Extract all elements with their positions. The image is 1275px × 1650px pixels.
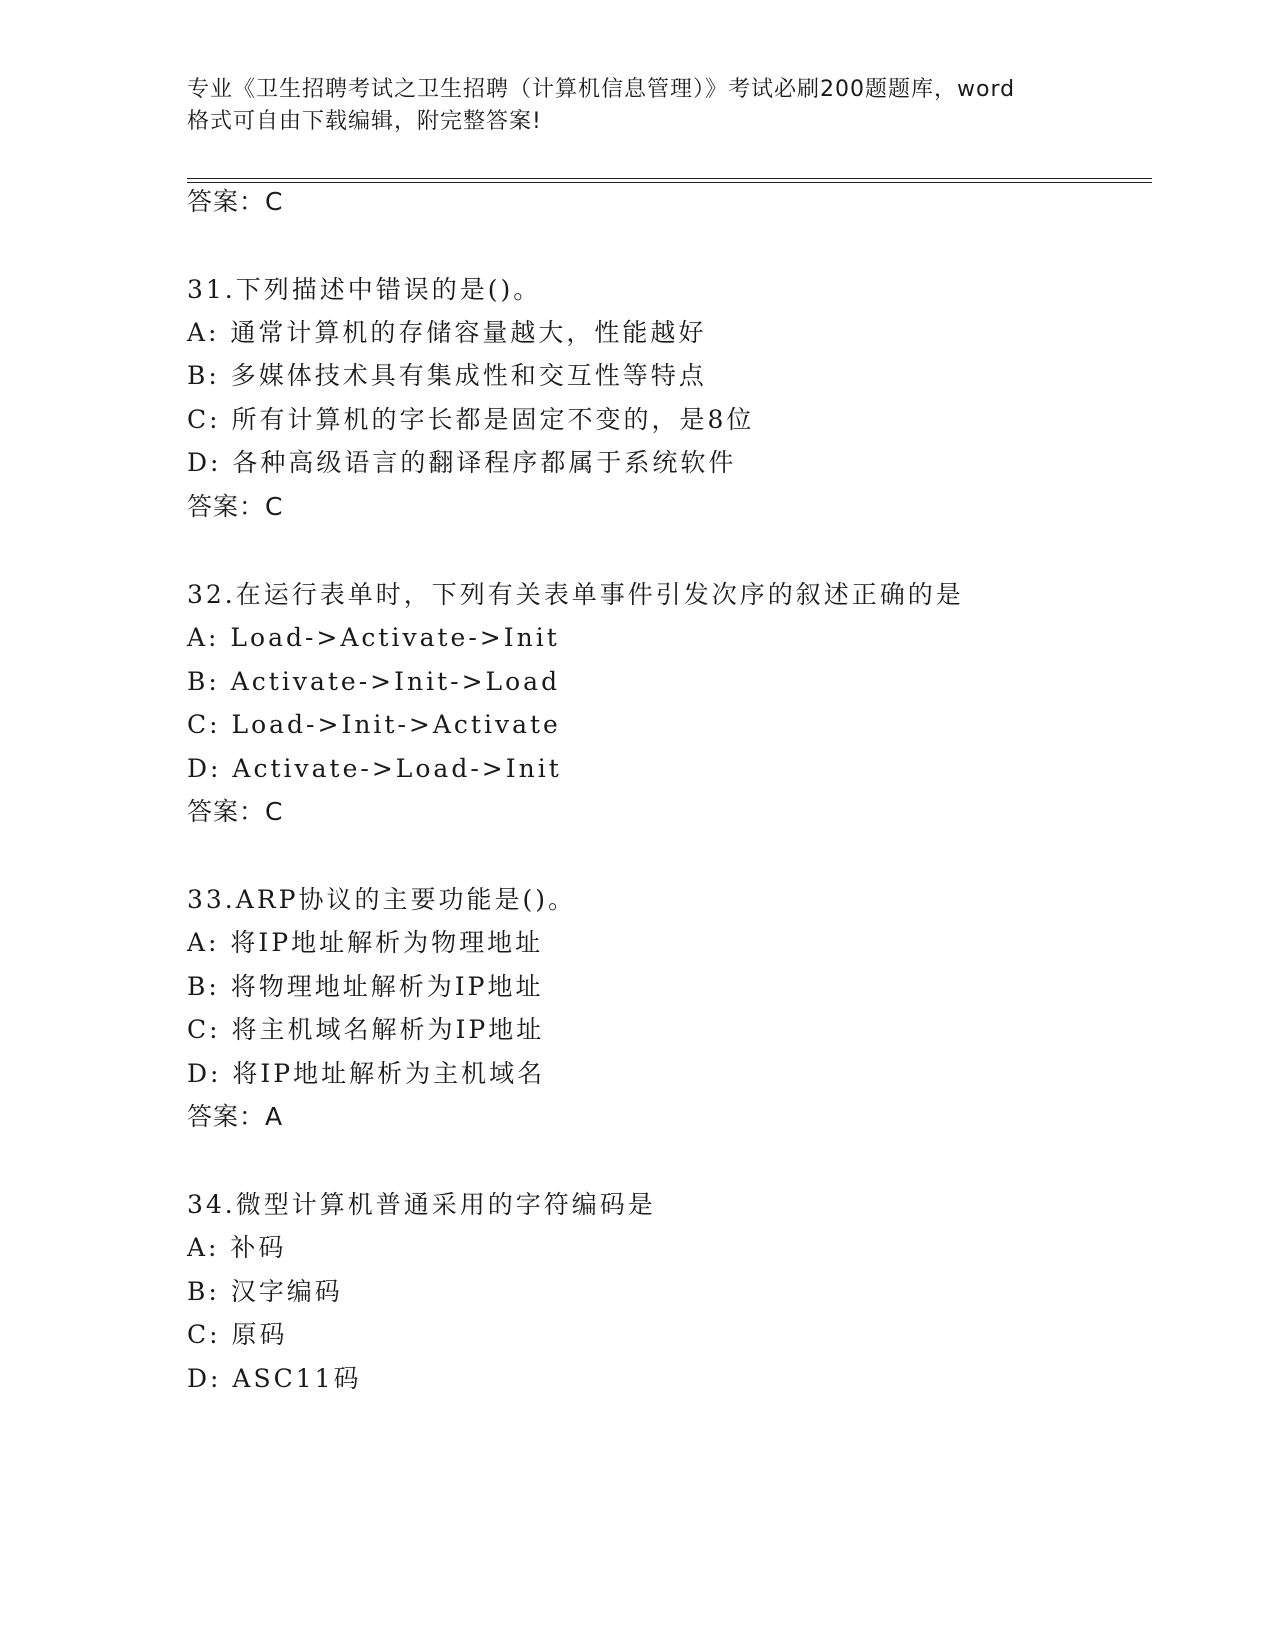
option-d: D: Activate->Load->Init xyxy=(187,754,562,783)
option-d: D: ASC11码 xyxy=(187,1364,362,1393)
option-c: C: 将主机域名解析为IP地址 xyxy=(187,1015,545,1044)
header-line-2: 格式可自由下载编辑，附完整答案! xyxy=(187,109,542,134)
question-title: 34.微型计算机普通采用的字符编码是 xyxy=(187,1190,656,1219)
option-b: B: 汉字编码 xyxy=(187,1277,343,1306)
option-d: D: 将IP地址解析为主机域名 xyxy=(187,1059,546,1088)
option-b: B: 多媒体技术具有集成性和交互性等特点 xyxy=(187,361,707,390)
answer-label: 答案：A xyxy=(187,1102,284,1131)
header-divider xyxy=(187,178,1152,183)
question-title: 33.ARP协议的主要功能是()。 xyxy=(187,885,576,914)
question-title: 32.在运行表单时，下列有关表单事件引发次序的叙述正确的是 xyxy=(187,580,964,609)
option-c: C: Load->Init->Activate xyxy=(187,710,561,739)
option-a: A: 通常计算机的存储容量越大，性能越好 xyxy=(187,318,707,347)
option-a: A: 补码 xyxy=(187,1233,287,1262)
question-title: 31.下列描述中错误的是()。 xyxy=(187,275,542,304)
option-d: D: 各种高级语言的翻译程序都属于系统软件 xyxy=(187,448,737,477)
option-b: B: 将物理地址解析为IP地址 xyxy=(187,972,544,1001)
answer-label: 答案：C xyxy=(187,797,284,826)
answer-label: 答案：C xyxy=(187,492,284,521)
header-line-1: 专业《卫生招聘考试之卫生招聘（计算机信息管理）》考试必刷200题题库，word xyxy=(187,77,1016,102)
option-c: C: 原码 xyxy=(187,1320,288,1349)
answer-label: 答案：C xyxy=(187,187,284,216)
option-a: A: 将IP地址解析为物理地址 xyxy=(187,928,544,957)
option-a: A: Load->Activate->Init xyxy=(187,623,560,652)
document-header xyxy=(187,74,1087,138)
option-b: B: Activate->Init->Load xyxy=(187,667,561,696)
option-c: C: 所有计算机的字长都是固定不变的，是8位 xyxy=(187,405,755,434)
